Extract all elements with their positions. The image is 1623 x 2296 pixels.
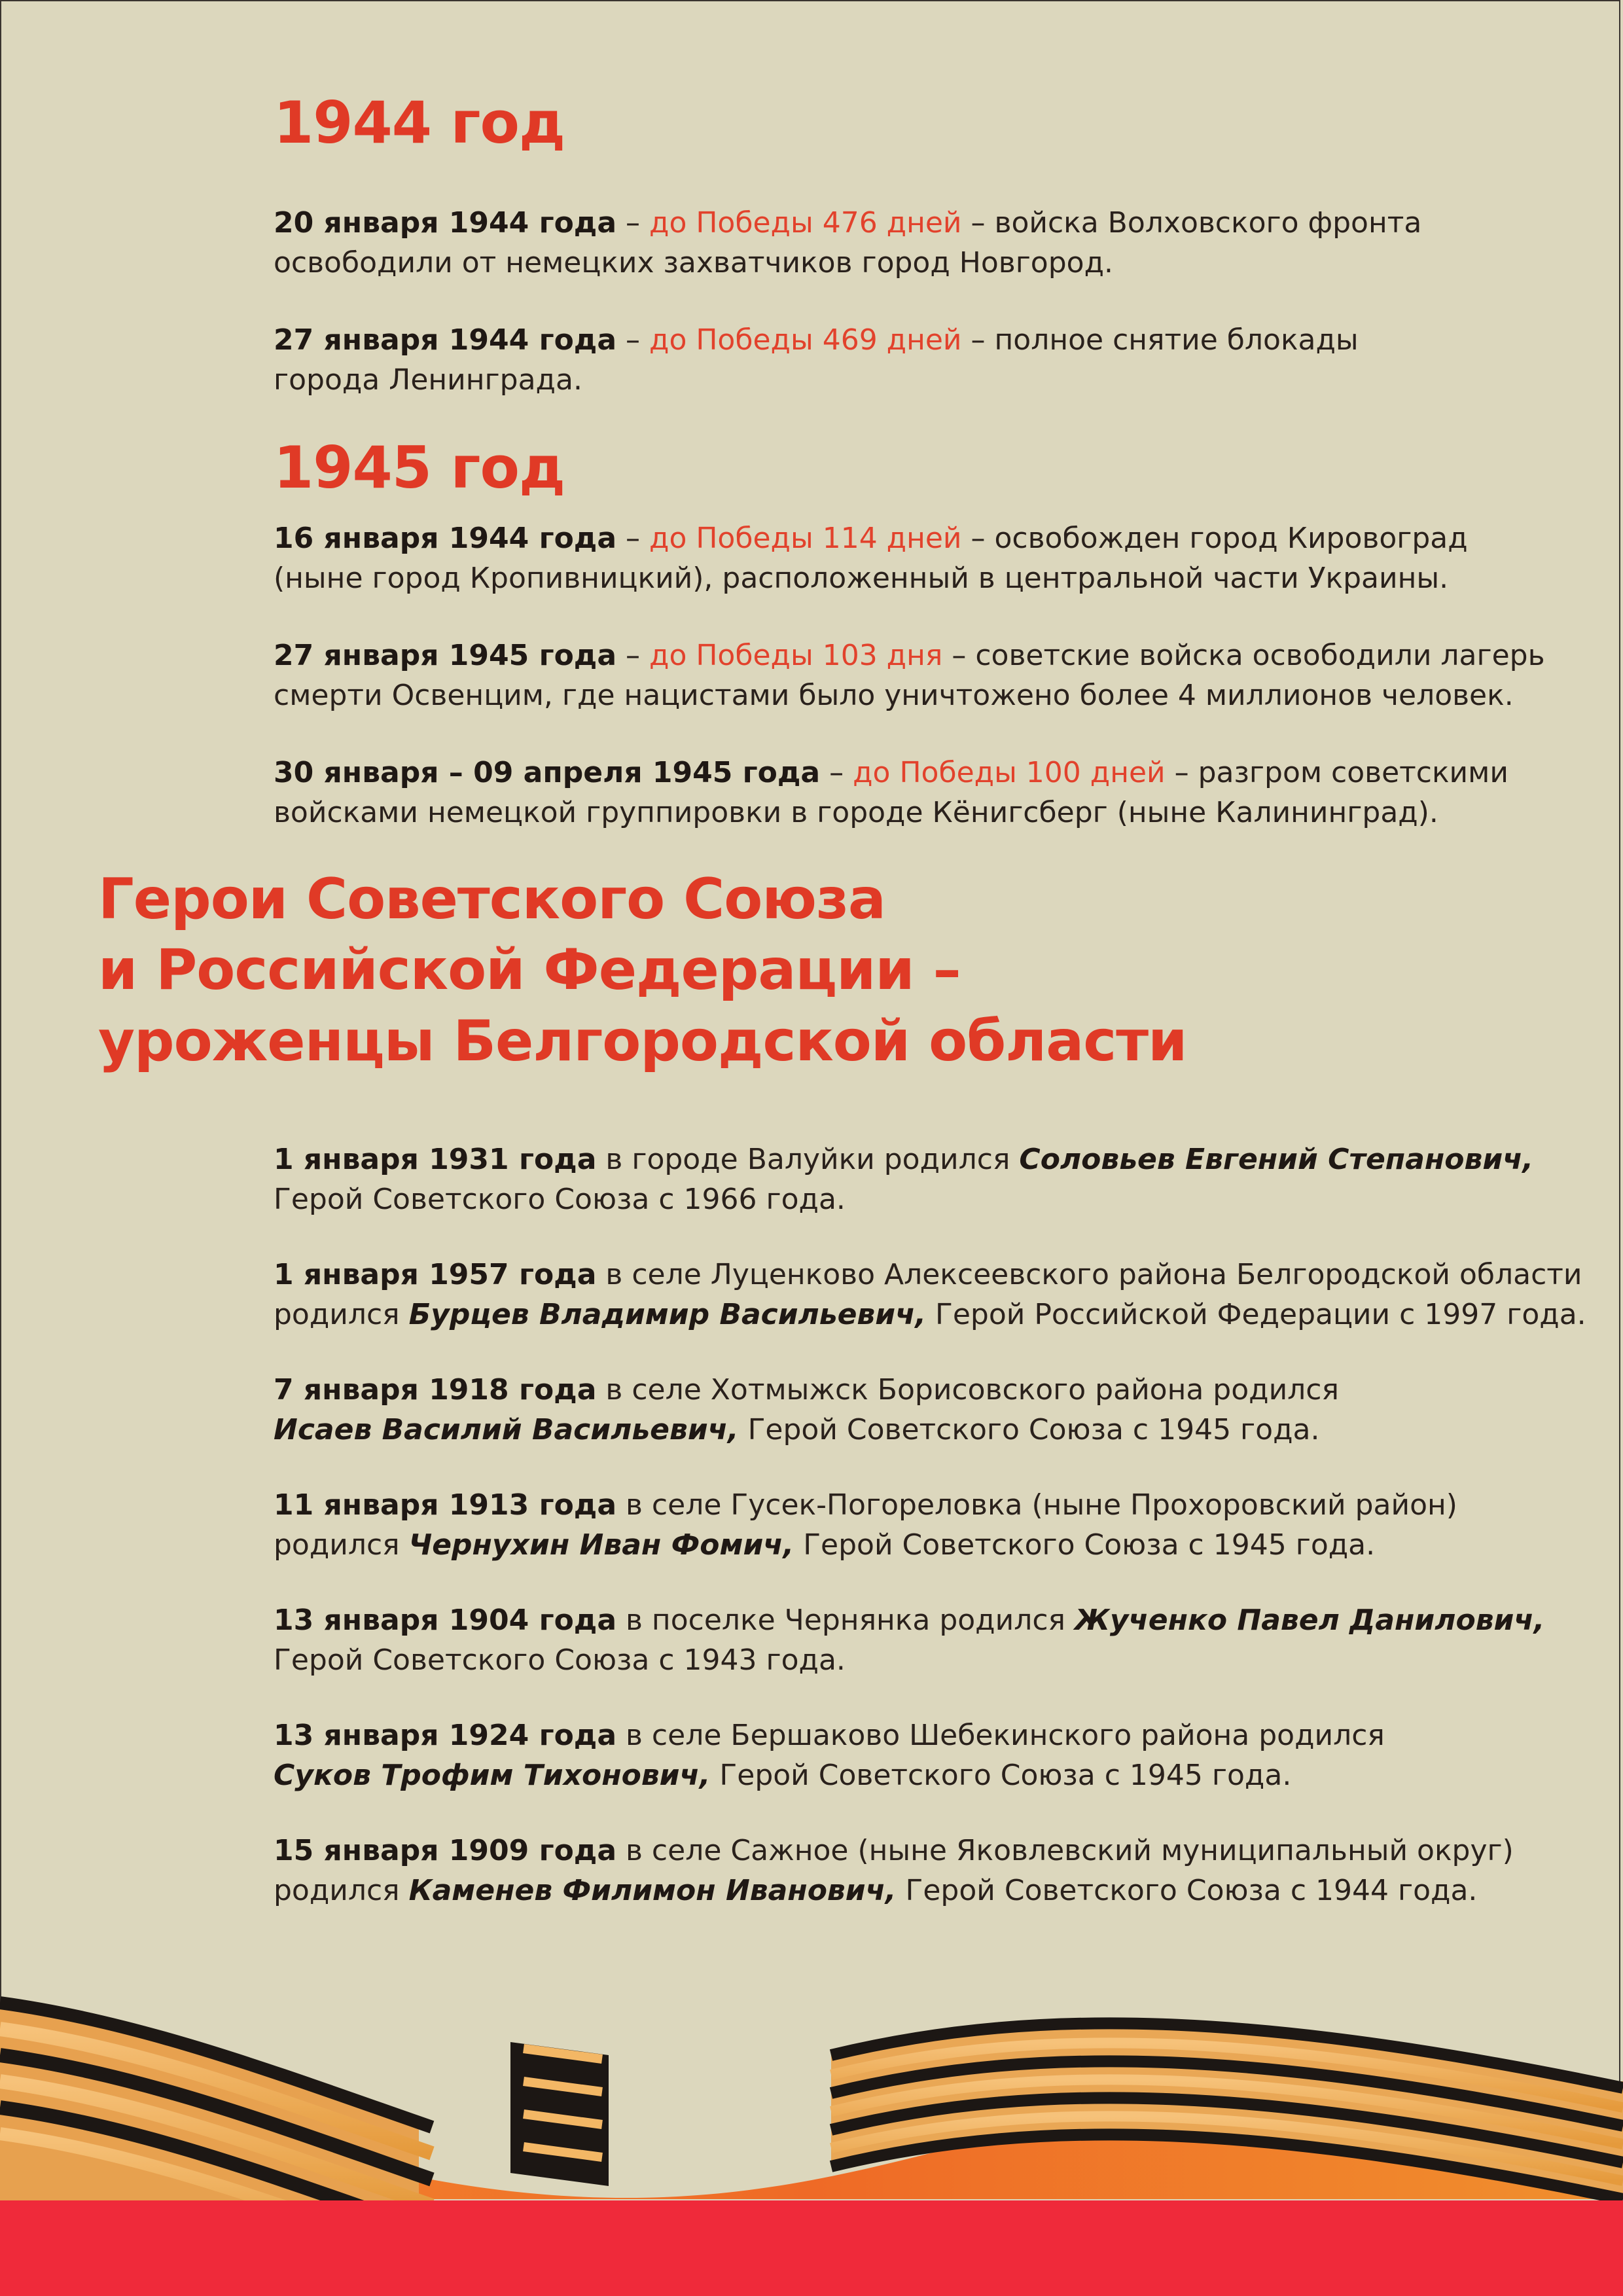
hero-title: Герой Советского Союза с 1945 года. (794, 1528, 1376, 1562)
separator: – (942, 639, 976, 672)
hero-entry (274, 1255, 1586, 1335)
hero-entry (274, 1370, 1339, 1450)
birth-date: 1 января 1931 года (274, 1143, 597, 1176)
birth-place: в селе Гусек-Погореловка (ныне Прохоровский район) (616, 1488, 1457, 1522)
birth-date: 11 января 1913 года (274, 1488, 617, 1522)
heroes-heading-line-1: Герои Советского Союза (98, 867, 885, 932)
event-text-continued: войсками немецкой группировки в городе Кёнигсберг (ныне Калининград). (274, 796, 1438, 829)
separator: – (961, 323, 995, 357)
event-date: 20 января 1944 года (274, 206, 617, 240)
hero-title: Герой Советского Союза с 1943 года. (274, 1643, 846, 1677)
heroes-heading-line-3: уроженцы Белгородской области (98, 1008, 1187, 1074)
birth-place: в поселке Чернянка родился (616, 1604, 1075, 1637)
hero-name: Исаев Василий Васильевич, (274, 1413, 739, 1446)
separator: – (616, 639, 650, 672)
hero-name: Жученко Павел Данилович, (1074, 1604, 1545, 1637)
event-date: 27 января 1944 года (274, 323, 617, 357)
hero-title: Герой Советского Союза с 1966 года. (274, 1183, 846, 1216)
event-text: советские войска освободили лагерь (975, 639, 1545, 672)
event-date: 16 января 1944 года (274, 522, 617, 555)
event-date: 30 января – 09 апреля 1945 года (274, 756, 821, 789)
birth-place: в городе Валуйки родился (596, 1143, 1020, 1176)
event-entry (274, 518, 1468, 598)
hero-title: Герой Российской Федерации с 1997 года. (926, 1298, 1586, 1331)
hero-name: Чернухин Иван Фомич, (408, 1528, 794, 1562)
separator: – (616, 522, 650, 555)
heroes-heading-line-2: и Российской Федерации – (98, 937, 961, 1003)
hero-name: Бурцев Владимир Васильевич, (408, 1298, 927, 1331)
birth-place: в селе Бершаково Шебекинского района родился (616, 1719, 1385, 1752)
year-1945-heading: 1945 год (274, 434, 565, 501)
hero-entry (274, 1600, 1544, 1680)
event-text-continued: (ныне город Кропивницкий), расположенный в центральной части Украины. (274, 562, 1449, 595)
event-entry (274, 753, 1508, 833)
victory-countdown: до Победы 114 дней (649, 522, 962, 555)
birth-place: в селе Сажное (ныне Яковлевский муниципальный округ) (616, 1834, 1514, 1867)
event-text: войска Волховского фронта (994, 206, 1422, 240)
born-word: родился (274, 1298, 409, 1331)
birth-date: 15 января 1909 года (274, 1834, 617, 1867)
separator: – (1165, 756, 1198, 789)
event-text: разгром советскими (1198, 756, 1508, 789)
hero-title: Герой Советского Союза с 1944 года. (896, 1874, 1478, 1907)
birth-place: в селе Луценково Алексеевского района Белгородской области (596, 1258, 1582, 1291)
separator: – (820, 756, 853, 789)
event-text-continued: смерти Освенцим, где нацистами было уничтожено более 4 миллионов человек. (274, 679, 1514, 712)
event-entry (274, 636, 1545, 715)
born-word: родился (274, 1874, 409, 1907)
separator: – (961, 522, 995, 555)
red-footer-band (0, 2200, 1623, 2296)
separator: – (616, 206, 650, 240)
event-text-continued: города Ленинграда. (274, 363, 582, 397)
event-date: 27 января 1945 года (274, 639, 617, 672)
victory-countdown: до Победы 469 дней (649, 323, 962, 357)
year-1944-heading: 1944 год (274, 89, 565, 156)
hero-entry (274, 1715, 1385, 1795)
event-text: освобожден город Кировоград (994, 522, 1468, 555)
victory-countdown: до Победы 476 дней (649, 206, 962, 240)
hero-entry (274, 1831, 1514, 1910)
birth-date: 13 января 1924 года (274, 1719, 617, 1752)
hero-entry (274, 1485, 1457, 1565)
event-text: полное снятие блокады (994, 323, 1359, 357)
victory-countdown: до Победы 103 дня (649, 639, 943, 672)
birth-date: 1 января 1957 года (274, 1258, 597, 1291)
birth-date: 13 января 1904 года (274, 1604, 617, 1637)
ribbon-fold-center (510, 2042, 609, 2186)
birth-date: 7 января 1918 года (274, 1373, 597, 1407)
heroes-heading (98, 864, 1186, 1077)
victory-countdown: до Победы 100 дней (853, 756, 1166, 789)
st-george-ribbon-decoration (0, 1977, 1623, 2296)
separator: – (616, 323, 650, 357)
hero-name: Суков Трофим Тихонович, (274, 1759, 711, 1792)
hero-title: Герой Советского Союза с 1945 года. (710, 1759, 1292, 1792)
hero-entry (274, 1139, 1533, 1219)
born-word: родился (274, 1528, 409, 1562)
hero-title: Герой Советского Союза с 1945 года. (738, 1413, 1320, 1446)
event-entry (274, 320, 1359, 400)
birth-place: в селе Хотмыжск Борисовского района родился (596, 1373, 1339, 1407)
hero-name: Каменев Филимон Иванович, (408, 1874, 897, 1907)
event-text-continued: освободили от немецких захватчиков город Новгород. (274, 246, 1113, 279)
separator: – (961, 206, 995, 240)
event-entry (274, 203, 1421, 283)
hero-name: Соловьев Евгений Степанович, (1019, 1143, 1534, 1176)
